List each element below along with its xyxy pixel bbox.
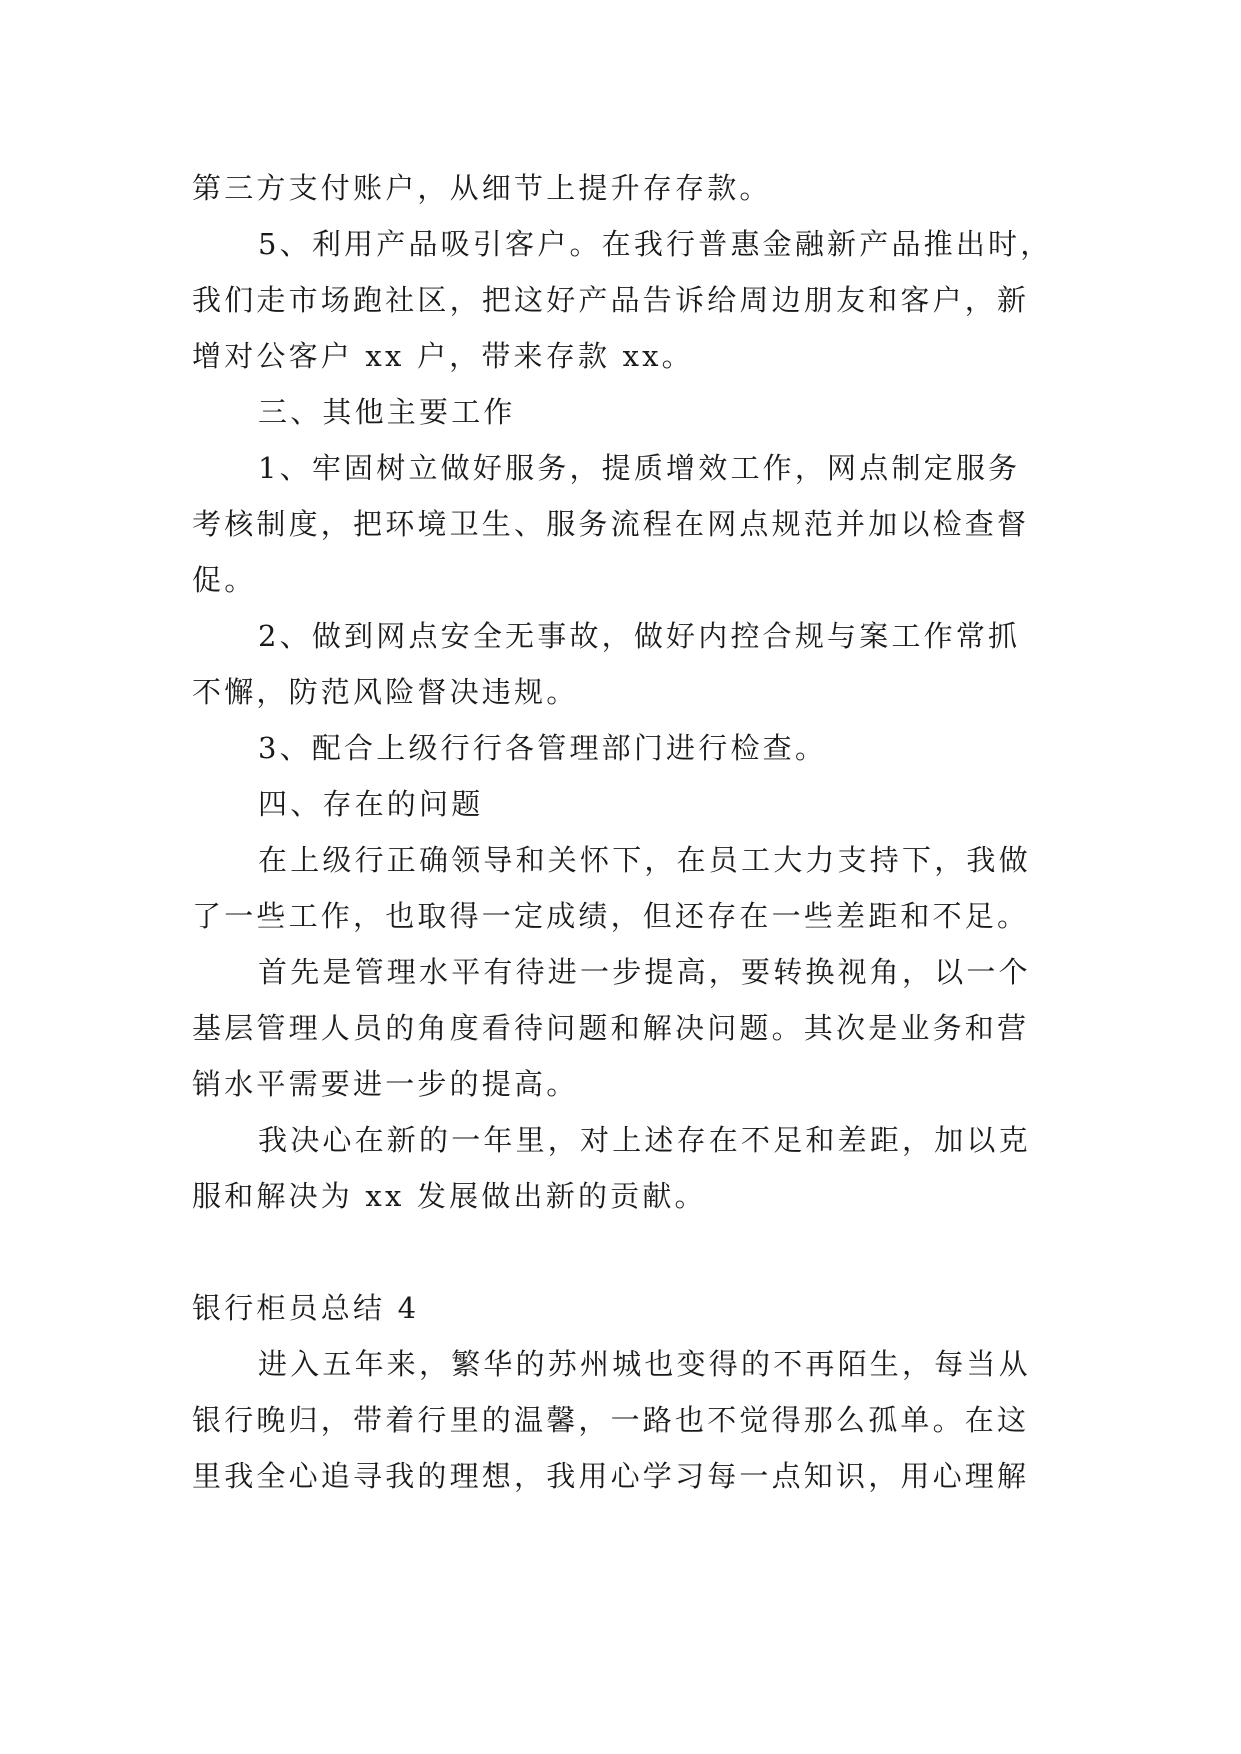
text-line: 2、做到网点安全无事故，做好内控合规与案工作常抓 xyxy=(258,619,1021,653)
text-line: 进入五年来，繁华的苏州城也变得的不再陌生，每当从 xyxy=(258,1347,1031,1381)
text-line: 在上级行正确领导和关怀下，在员工大力支持下，我做 xyxy=(258,843,1031,877)
text-line: 3、配合上级行行各管理部门进行检查。 xyxy=(258,731,828,765)
section-heading: 三、其他主要工作 xyxy=(258,395,516,429)
text-line: 考核制度，把环境卫生、服务流程在网点规范并加以检查督 xyxy=(192,507,1030,541)
text-line: 里我全心追寻我的理想，我用心学习每一点知识，用心理解 xyxy=(192,1459,1030,1493)
section-heading: 四、存在的问题 xyxy=(258,787,484,821)
blank-line xyxy=(192,1224,1072,1280)
text-line: 银行晚归，带着行里的温馨，一路也不觉得那么孤单。在这 xyxy=(192,1403,1030,1437)
text-line: 第三方支付账户，从细节上提升存存款。 xyxy=(192,171,772,205)
text-line: 不懈，防范风险督决违规。 xyxy=(192,675,579,709)
section-title: 银行柜员总结 4 xyxy=(192,1291,420,1325)
document-body xyxy=(192,160,1072,1504)
text-line: 增对公客户 xx 户，带来存款 xx。 xyxy=(192,339,694,373)
text-line: 我决心在新的一年里，对上述存在不足和差距，加以克 xyxy=(258,1123,1031,1157)
text-line: 1、牢固树立做好服务，提质增效工作，网点制定服务 xyxy=(258,451,1021,485)
text-line: 基层管理人员的角度看待问题和解决问题。其次是业务和营 xyxy=(192,1011,1030,1045)
text-line: 促。 xyxy=(192,563,257,597)
text-line: 了一些工作，也取得一定成绩，但还存在一些差距和不足。 xyxy=(192,899,1030,933)
text-line: 我们走市场跑社区，把这好产品告诉给周边朋友和客户，新 xyxy=(192,283,1030,317)
text-line: 5、利用产品吸引客户。在我行普惠金融新产品推出时， xyxy=(258,227,1053,261)
text-line: 首先是管理水平有待进一步提高，要转换视角，以一个 xyxy=(258,955,1031,989)
text-line: 销水平需要进一步的提高。 xyxy=(192,1067,579,1101)
text-line: 服和解决为 xx 发展做出新的贡献。 xyxy=(192,1179,707,1213)
